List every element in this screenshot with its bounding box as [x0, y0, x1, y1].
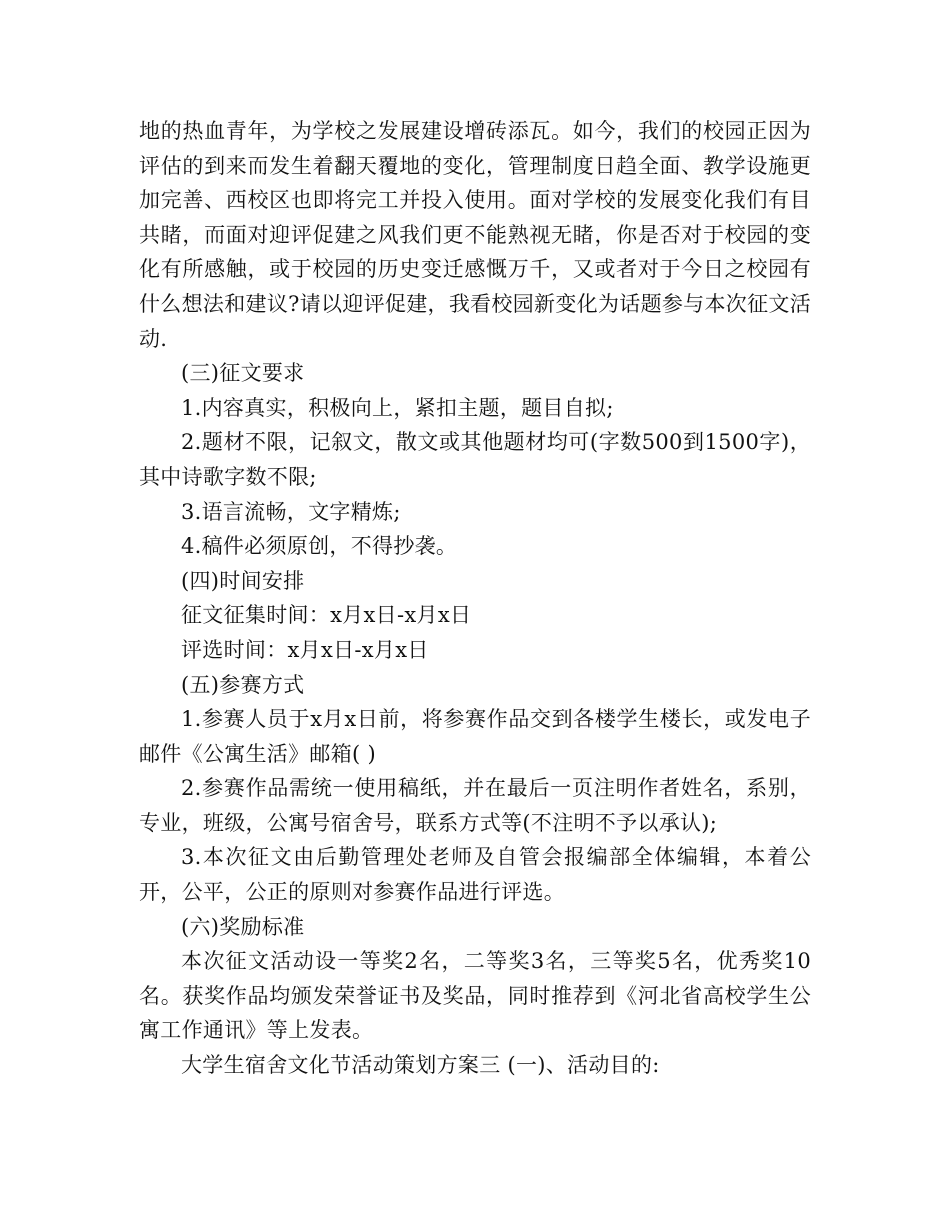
schedule-selection: 评选时间：x月x日-x月x日: [181, 637, 429, 662]
paragraph-intro: 地的热血青年，为学校之发展建设增砖添瓦。如今，我们的校园正因为评估的到来而发生着翻天覆地的变化，管理制度日趋全面、教学设施更加完善、西校区也即将完工并投入使用。面对学校的发展变化我们有目共睹，而面对迎评促建之风我们更不能熟视无睹，你是否对于校园的变化有所感触，或于校园的历史变迁感慨万千，又或者对于今日之校园有什么想法和建议?请以迎评促建，我看校园新变化为话题参与本次征文活动.: [139, 119, 811, 351]
requirement-item-1: 1.内容真实，积极向上，紧扣主题，题目自拟;: [181, 395, 614, 420]
schedule-collection: 征文征集时间：x月x日-x月x日: [181, 603, 472, 628]
heading-entry-method: (五)参赛方式: [181, 672, 305, 697]
requirement-item-2: 2.题材不限，记叙文，散文或其他题材均可(字数500到1500字)，其中诗歌字数不限;: [139, 430, 811, 489]
awards-description: 本次征文活动设一等奖2名，二等奖3名，三等奖5名，优秀奖10名。获奖作品均颁发荣誉证书及奖品，同时推荐到《河北省高校学生公寓工作通讯》等上发表。: [139, 949, 811, 1043]
entry-item-1: 1.参赛人员于x月x日前，将参赛作品交到各楼学生楼长，或发电子邮件《公寓生活》邮箱( ): [139, 707, 811, 766]
heading-requirements: (三)征文要求: [181, 361, 305, 386]
entry-item-2: 2.参赛作品需统一使用稿纸，并在最后一页注明作者姓名，系别，专业，班级，公寓号宿舍号，联系方式等(不注明不予以承认);: [139, 776, 811, 835]
requirement-item-3: 3.语言流畅，文字精炼;: [181, 499, 401, 524]
heading-schedule: (四)时间安排: [181, 568, 305, 593]
entry-item-3: 3.本次征文由后勤管理处老师及自管会报编部全体编辑，本着公开，公平，公正的原则对参赛作品进行评选。: [139, 845, 811, 905]
plan-three-title: 大学生宿舍文化节活动策划方案三 (一)、活动目的:: [181, 1053, 660, 1078]
requirement-item-4: 4.稿件必须原创，不得抄袭。: [181, 534, 458, 559]
document-page: [139, 114, 811, 1083]
heading-awards: (六)奖励标准: [181, 914, 305, 939]
